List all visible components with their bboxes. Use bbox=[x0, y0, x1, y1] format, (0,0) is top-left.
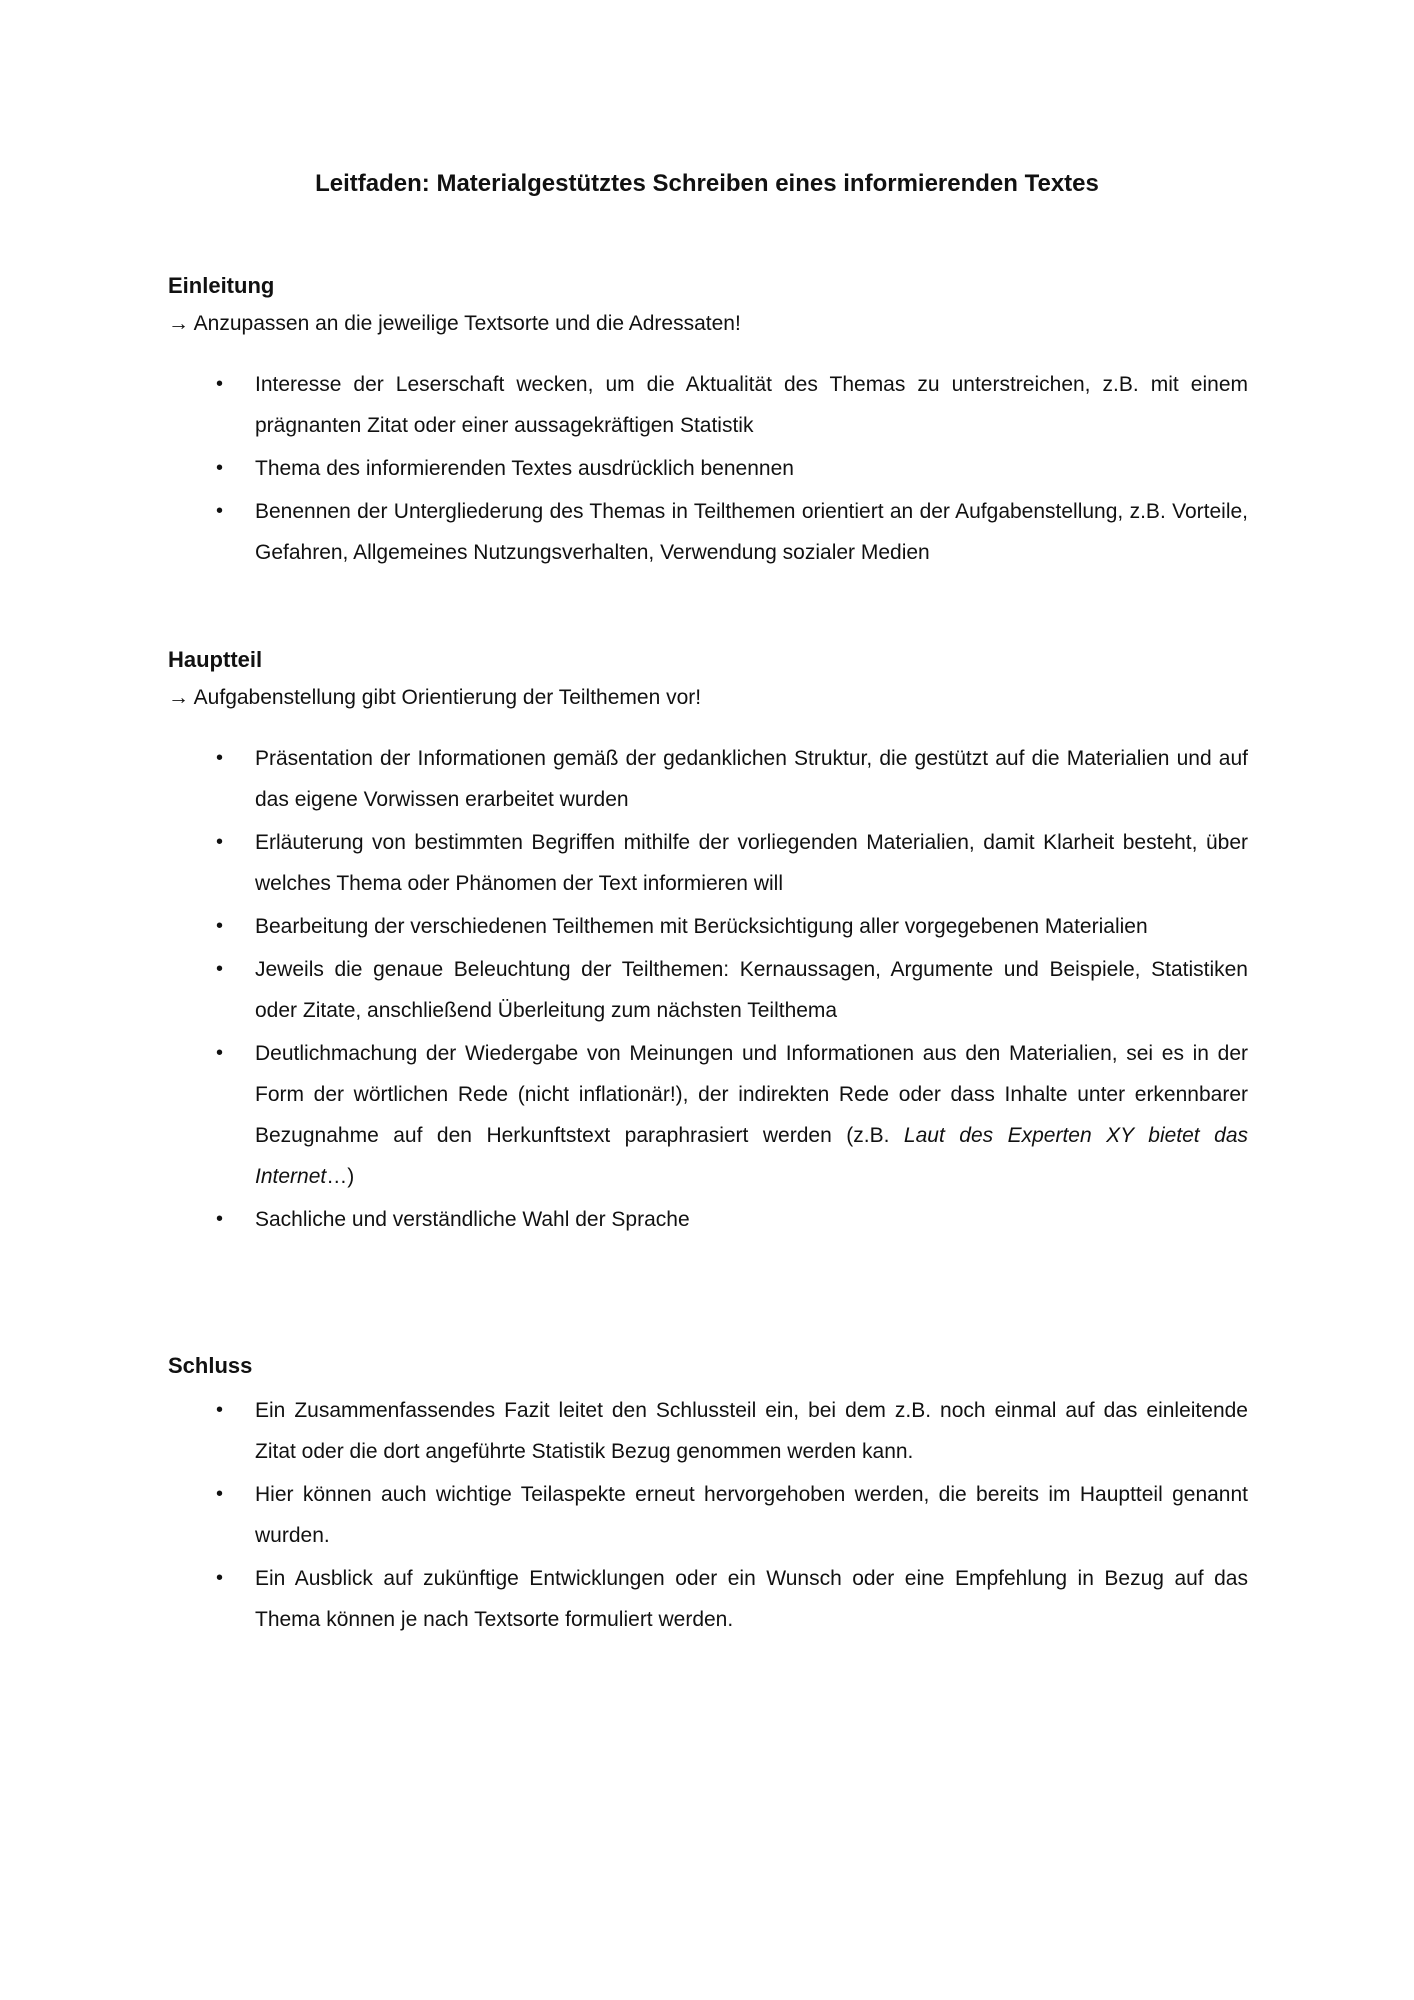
list-item bbox=[168, 1199, 1248, 1240]
list-item-text: Bearbeitung der verschiedenen Teilthemen mit Berücksichtigung aller vorgegebenen Materialien bbox=[255, 915, 1148, 938]
list-item bbox=[168, 1033, 1248, 1197]
section-note-hauptteil: → Aufgabenstellung gibt Orientierung der Teilthemen vor! bbox=[168, 686, 702, 709]
list-item bbox=[168, 822, 1248, 904]
section-hauptteil bbox=[168, 644, 1248, 1242]
list-item-text-before: Deutlichmachung der Wiedergabe von Meinungen und Informationen aus den Materialien, sei es in der Form der wörtlichen Rede (nicht inflationär!), der indirekten Rede oder dass Inhalte unter erkennbarer Bezugnahme auf den Herkunftstext paraphrasiert werden (z.B. bbox=[255, 1042, 1248, 1147]
section-note-einleitung: → Anzupassen an die jeweilige Textsorte und die Adressaten! bbox=[168, 312, 741, 335]
bullet-icon: • bbox=[216, 1399, 224, 1421]
bullet-icon: • bbox=[216, 457, 224, 479]
list-item-text: Ein Zusammenfassendes Fazit leitet den Schlussteil ein, bei dem z.B. noch einmal auf das einleitende Zitat oder die dort angeführte Statistik Bezug genommen werden kann. bbox=[255, 1399, 1248, 1463]
list-item bbox=[168, 738, 1248, 820]
bullet-list-hauptteil bbox=[168, 738, 1248, 1240]
list-item bbox=[168, 1474, 1248, 1556]
list-item bbox=[168, 491, 1248, 573]
list-item-text: Hier können auch wichtige Teilaspekte erneut hervorgehoben werden, die bereits im Hauptteil genannt wurden. bbox=[255, 1483, 1248, 1547]
bullet-icon: • bbox=[216, 831, 224, 853]
list-item bbox=[168, 448, 1248, 489]
section-schluss bbox=[168, 1350, 1248, 1642]
section-heading-schluss: Schluss bbox=[168, 1353, 253, 1378]
bullet-icon: • bbox=[216, 915, 224, 937]
list-item-example-italic: Laut des Experten XY bietet das Internet bbox=[255, 1124, 1248, 1188]
list-item bbox=[168, 1558, 1248, 1640]
bullet-icon: • bbox=[216, 747, 224, 769]
list-item bbox=[168, 906, 1248, 947]
bullet-icon: • bbox=[216, 958, 224, 980]
bullet-icon: • bbox=[216, 1567, 224, 1589]
list-item-text: Ein Ausblick auf zukünftige Entwicklungen oder ein Wunsch oder eine Empfehlung in Bezug auf das Thema können je nach Textsorte formuliert werden. bbox=[255, 1567, 1248, 1631]
list-item-text: Benennen der Untergliederung des Themas in Teilthemen orientiert an der Aufgabenstellung, z.B. Vorteile, Gefahren, Allgemeines Nutzungsverhalten, Verwendung sozialer Medien bbox=[255, 500, 1248, 564]
list-item-text: Sachliche und verständliche Wahl der Sprache bbox=[255, 1208, 690, 1231]
list-item-text: Thema des informierenden Textes ausdrücklich benennen bbox=[255, 457, 794, 480]
bullet-icon: • bbox=[216, 500, 224, 522]
list-item-text: Interesse der Leserschaft wecken, um die Aktualität des Themas zu unterstreichen, z.B. mit einem prägnanten Zitat oder einer aussagekräftigen Statistik bbox=[255, 373, 1248, 437]
bullet-icon: • bbox=[216, 1483, 224, 1505]
list-item bbox=[168, 364, 1248, 446]
list-item-text: Jeweils die genaue Beleuchtung der Teilthemen: Kernaussagen, Argumente und Beispiele, Statistiken oder Zitate, anschließend Überleitung zum nächsten Teilthema bbox=[255, 958, 1248, 1022]
list-item bbox=[168, 949, 1248, 1031]
bullet-list-einleitung bbox=[168, 364, 1248, 573]
section-heading-hauptteil: Hauptteil bbox=[168, 647, 263, 672]
list-item-text: Präsentation der Informationen gemäß der gedanklichen Struktur, die gestützt auf die Materialien und auf das eigene Vorwissen erarbeitet wurden bbox=[255, 747, 1248, 811]
list-item-text-after: …) bbox=[326, 1165, 355, 1188]
section-heading-einleitung: Einleitung bbox=[168, 273, 275, 298]
bullet-list-schluss bbox=[168, 1390, 1248, 1640]
document-title: Leitfaden: Materialgestütztes Schreiben eines informierenden Textes bbox=[315, 170, 1099, 197]
bullet-icon: • bbox=[216, 1208, 224, 1230]
list-item-text: Erläuterung von bestimmten Begriffen mithilfe der vorliegenden Materialien, damit Klarheit besteht, über welches Thema oder Phänomen der Text informieren will bbox=[255, 831, 1248, 895]
bullet-icon: • bbox=[216, 1042, 224, 1064]
section-einleitung bbox=[168, 270, 1248, 575]
bullet-icon: • bbox=[216, 373, 224, 395]
list-item bbox=[168, 1390, 1248, 1472]
